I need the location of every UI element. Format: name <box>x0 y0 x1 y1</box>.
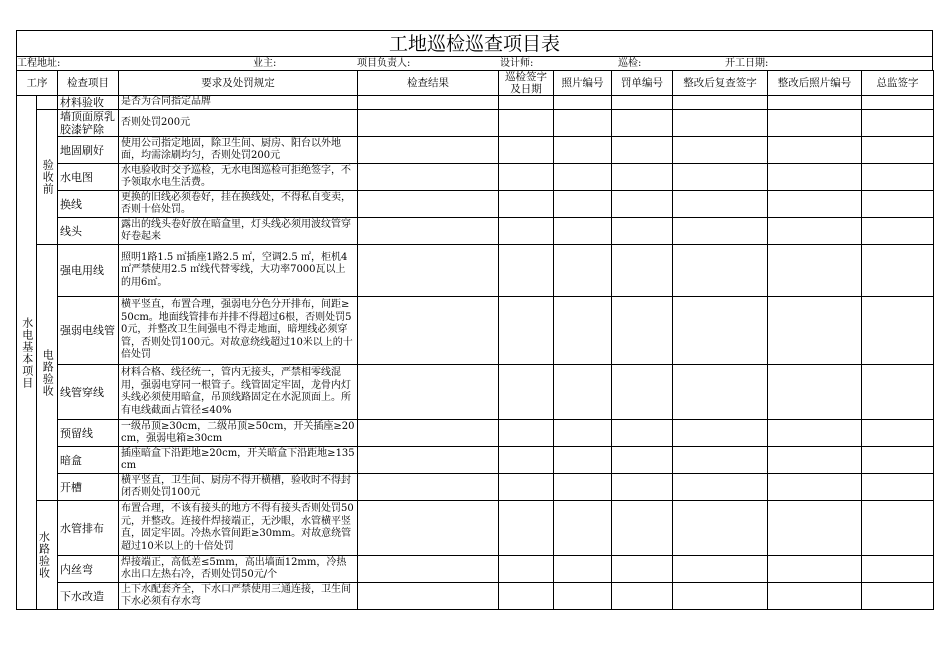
table-row <box>17 245 934 297</box>
inspection-sheet <box>16 30 933 610</box>
recheck-cell[interactable] <box>673 297 768 365</box>
sign-cell[interactable] <box>499 583 554 610</box>
requirement: 使用公司指定地固，除卫生间、厨房、阳台以外地面，均需涂刷均匀，否则处罚200元 <box>119 137 358 164</box>
ticket-cell[interactable] <box>612 501 673 556</box>
result-cell[interactable] <box>358 218 499 245</box>
sign-cell[interactable] <box>499 501 554 556</box>
ticket-cell[interactable] <box>612 164 673 191</box>
director-cell[interactable] <box>862 137 934 164</box>
check-item: 开槽 <box>58 474 119 501</box>
result-cell[interactable] <box>358 583 499 610</box>
requirement: 上下水配套齐全，下水口严禁使用三通连接，卫生间下水必须有存水弯 <box>119 583 358 610</box>
recheck-cell[interactable] <box>673 501 768 556</box>
photo-cell[interactable] <box>554 96 612 110</box>
requirement: 水电验收时交予巡检，无水电图巡检可拒绝签字，不予领取水电生活费。 <box>119 164 358 191</box>
director-cell[interactable] <box>862 297 934 365</box>
check-item: 预留线 <box>58 420 119 447</box>
sign-cell[interactable] <box>499 191 554 218</box>
result-cell[interactable] <box>358 365 499 420</box>
recheck-cell[interactable] <box>673 365 768 420</box>
fix-photo-cell[interactable] <box>768 110 862 137</box>
ticket-cell[interactable] <box>612 365 673 420</box>
result-cell[interactable] <box>358 96 499 110</box>
table-row <box>17 137 934 164</box>
sign-cell[interactable] <box>499 110 554 137</box>
category-electrical: 电路验收 <box>37 245 58 501</box>
requirement: 露出的线头卷好放在暗盒里，灯头线必须用波纹管穿好卷起来 <box>119 218 358 245</box>
result-cell[interactable] <box>358 297 499 365</box>
ticket-cell[interactable] <box>612 110 673 137</box>
category-main: 水电基本项目 <box>17 96 37 610</box>
table-row <box>17 474 934 501</box>
table-row <box>17 420 934 447</box>
recheck-cell[interactable] <box>673 245 768 297</box>
sign-cell[interactable] <box>499 164 554 191</box>
recheck-cell[interactable] <box>673 218 768 245</box>
result-cell[interactable] <box>358 501 499 556</box>
ticket-cell[interactable] <box>612 191 673 218</box>
recheck-cell[interactable] <box>673 474 768 501</box>
photo-cell[interactable] <box>554 218 612 245</box>
check-item: 线头 <box>58 218 119 245</box>
header-recheck-sign: 整改后复查签字 <box>673 71 768 96</box>
ticket-cell[interactable] <box>612 137 673 164</box>
director-cell[interactable] <box>862 191 934 218</box>
photo-cell[interactable] <box>554 137 612 164</box>
table-row <box>17 191 934 218</box>
recheck-cell[interactable] <box>673 420 768 447</box>
director-cell[interactable] <box>862 501 934 556</box>
sign-cell[interactable] <box>499 420 554 447</box>
result-cell[interactable] <box>358 556 499 583</box>
header-requirement: 要求及处罚规定 <box>119 71 358 96</box>
photo-cell[interactable] <box>554 583 612 610</box>
requirement: 横平竖直，布置合理，强弱电分色分开排布，间距≥50cm。地面线管排布并排不得超过6根，否则处罚50元，并整改卫生间强电不得走地面，暗埋线必须穿管，否则处罚100元。对故意绕线超过10米以上的十倍处罚 <box>119 297 358 365</box>
director-cell[interactable] <box>862 556 934 583</box>
photo-cell[interactable] <box>554 110 612 137</box>
start-date-label: 开工日期: <box>725 58 769 69</box>
check-item: 强弱电线管 <box>58 297 119 365</box>
ticket-cell[interactable] <box>612 96 673 110</box>
fix-photo-cell[interactable] <box>768 297 862 365</box>
project-info-row <box>16 57 933 70</box>
photo-cell[interactable] <box>554 245 612 297</box>
table-row <box>17 110 934 137</box>
fix-photo-cell[interactable] <box>768 218 862 245</box>
check-item: 暗盒 <box>58 447 119 474</box>
owner-label: 业主: <box>253 58 277 69</box>
sign-cell[interactable] <box>499 245 554 297</box>
director-cell[interactable] <box>862 96 934 110</box>
check-item: 水管排布 <box>58 501 119 556</box>
requirement: 焊接端正，高低差≤5mm，高出墙面12mm，冷热水出口左热右冷，否则处罚50元/个 <box>119 556 358 583</box>
header-check-item: 检查项目 <box>58 71 119 96</box>
director-cell[interactable] <box>862 218 934 245</box>
category-blank <box>37 96 58 110</box>
check-item: 地固刷好 <box>58 137 119 164</box>
recheck-cell[interactable] <box>673 447 768 474</box>
photo-cell[interactable] <box>554 365 612 420</box>
table-row <box>17 164 934 191</box>
fix-photo-cell[interactable] <box>768 365 862 420</box>
check-item: 内丝弯 <box>58 556 119 583</box>
sign-cell[interactable] <box>499 218 554 245</box>
ticket-cell[interactable] <box>612 556 673 583</box>
sign-cell[interactable] <box>499 447 554 474</box>
fix-photo-cell[interactable] <box>768 583 862 610</box>
recheck-cell[interactable] <box>673 164 768 191</box>
check-item: 材料验收 <box>58 96 119 110</box>
requirement: 一级吊顶≥30cm，二级吊顶≥50cm，开关插座≥20cm，强弱电箱≥30cm <box>119 420 358 447</box>
header-fix-photo-no: 整改后照片编号 <box>768 71 862 96</box>
designer-label: 设计师: <box>500 58 534 69</box>
requirement: 照明1路1.5 ㎡插座1路2.5 ㎡，空调2.5 ㎡，柜机4 ㎡严禁使用2.5 ㎡线代替零线，大功率7000瓦以上的用6㎡。 <box>119 245 358 297</box>
header-director-sign: 总监签字 <box>862 71 934 96</box>
result-cell[interactable] <box>358 245 499 297</box>
director-cell[interactable] <box>862 447 934 474</box>
ticket-cell[interactable] <box>612 447 673 474</box>
ticket-cell[interactable] <box>612 218 673 245</box>
photo-cell[interactable] <box>554 447 612 474</box>
director-cell[interactable] <box>862 110 934 137</box>
director-cell[interactable] <box>862 420 934 447</box>
check-item: 换线 <box>58 191 119 218</box>
director-cell[interactable] <box>862 245 934 297</box>
fix-photo-cell[interactable] <box>768 474 862 501</box>
check-item: 水电图 <box>58 164 119 191</box>
fix-photo-cell[interactable] <box>768 96 862 110</box>
requirement: 是否为合同指定品牌 <box>119 96 358 110</box>
requirement: 更换的旧线必须卷好，挂在换线处，不得私自变卖，否则十倍处罚。 <box>119 191 358 218</box>
table-row <box>17 297 934 365</box>
site-address-label: 工程地址: <box>17 58 61 69</box>
table-row <box>17 96 934 110</box>
result-cell[interactable] <box>358 420 499 447</box>
requirement: 插座暗盒下沿距地≥20cm，开关暗盒下沿距地≥135cm <box>119 447 358 474</box>
recheck-cell[interactable] <box>673 556 768 583</box>
director-cell[interactable] <box>862 164 934 191</box>
result-cell[interactable] <box>358 474 499 501</box>
result-cell[interactable] <box>358 191 499 218</box>
recheck-cell[interactable] <box>673 110 768 137</box>
sign-cell[interactable] <box>499 297 554 365</box>
photo-cell[interactable] <box>554 191 612 218</box>
recheck-cell[interactable] <box>673 191 768 218</box>
check-item: 下水改造 <box>58 583 119 610</box>
table-row <box>17 447 934 474</box>
recheck-cell[interactable] <box>673 583 768 610</box>
recheck-cell[interactable] <box>673 137 768 164</box>
category-water: 水路验收 <box>37 501 58 610</box>
requirement: 否则处罚200元 <box>119 110 358 137</box>
director-cell[interactable] <box>862 474 934 501</box>
table-row <box>17 556 934 583</box>
header-inspector-sign: 巡检签字及日期 <box>499 71 554 96</box>
requirement: 布置合理，不该有接头的地方不得有接头否则处罚50元，并整改。连接件焊接端正，无沙眼，水管横平竖直，固定牢固。冷热水管间距≥30mm。对故意绕管超过10米以上的十倍处罚 <box>119 501 358 556</box>
header-process: 工序 <box>17 71 58 96</box>
photo-cell[interactable] <box>554 420 612 447</box>
inspection-table <box>16 70 934 610</box>
result-cell[interactable] <box>358 137 499 164</box>
requirement: 材料合格、线径统一，管内无接头，严禁相零线混用，强弱电穿同一根管子。线管固定牢固，龙骨内灯头线必须使用暗盒，吊顶线路固定在水泥顶面上。所有电线截面占管径≤40% <box>119 365 358 420</box>
recheck-cell[interactable] <box>673 96 768 110</box>
category-pre: 验收前 <box>37 110 58 245</box>
director-cell[interactable] <box>862 365 934 420</box>
fix-photo-cell[interactable] <box>768 137 862 164</box>
photo-cell[interactable] <box>554 164 612 191</box>
fix-photo-cell[interactable] <box>768 245 862 297</box>
fix-photo-cell[interactable] <box>768 447 862 474</box>
sheet-title: 工地巡检巡查项目表 <box>16 30 933 57</box>
check-item: 墙顶面原乳胶漆铲除 <box>58 110 119 137</box>
header-ticket-no: 罚单编号 <box>612 71 673 96</box>
sign-cell[interactable] <box>499 96 554 110</box>
header-result: 检查结果 <box>358 71 499 96</box>
table-row <box>17 583 934 610</box>
sign-cell[interactable] <box>499 474 554 501</box>
ticket-cell[interactable] <box>612 474 673 501</box>
requirement: 横平竖直，卫生间、厨房不得开横槽，验收时不得封闭否则处罚100元 <box>119 474 358 501</box>
result-cell[interactable] <box>358 447 499 474</box>
table-row <box>17 365 934 420</box>
sign-cell[interactable] <box>499 365 554 420</box>
check-item: 线管穿线 <box>58 365 119 420</box>
fix-photo-cell[interactable] <box>768 191 862 218</box>
ticket-cell[interactable] <box>612 420 673 447</box>
photo-cell[interactable] <box>554 556 612 583</box>
inspector-label: 巡检: <box>618 58 642 69</box>
result-cell[interactable] <box>358 110 499 137</box>
photo-cell[interactable] <box>554 474 612 501</box>
ticket-cell[interactable] <box>612 583 673 610</box>
header-photo-no: 照片编号 <box>554 71 612 96</box>
photo-cell[interactable] <box>554 501 612 556</box>
fix-photo-cell[interactable] <box>768 556 862 583</box>
project-manager-label: 项目负责人: <box>357 58 411 69</box>
table-row <box>17 218 934 245</box>
director-cell[interactable] <box>862 583 934 610</box>
fix-photo-cell[interactable] <box>768 164 862 191</box>
photo-cell[interactable] <box>554 297 612 365</box>
fix-photo-cell[interactable] <box>768 420 862 447</box>
check-item: 强电用线 <box>58 245 119 297</box>
fix-photo-cell[interactable] <box>768 501 862 556</box>
ticket-cell[interactable] <box>612 245 673 297</box>
sign-cell[interactable] <box>499 556 554 583</box>
sign-cell[interactable] <box>499 137 554 164</box>
ticket-cell[interactable] <box>612 297 673 365</box>
table-row <box>17 501 934 556</box>
header-row <box>17 71 934 96</box>
result-cell[interactable] <box>358 164 499 191</box>
